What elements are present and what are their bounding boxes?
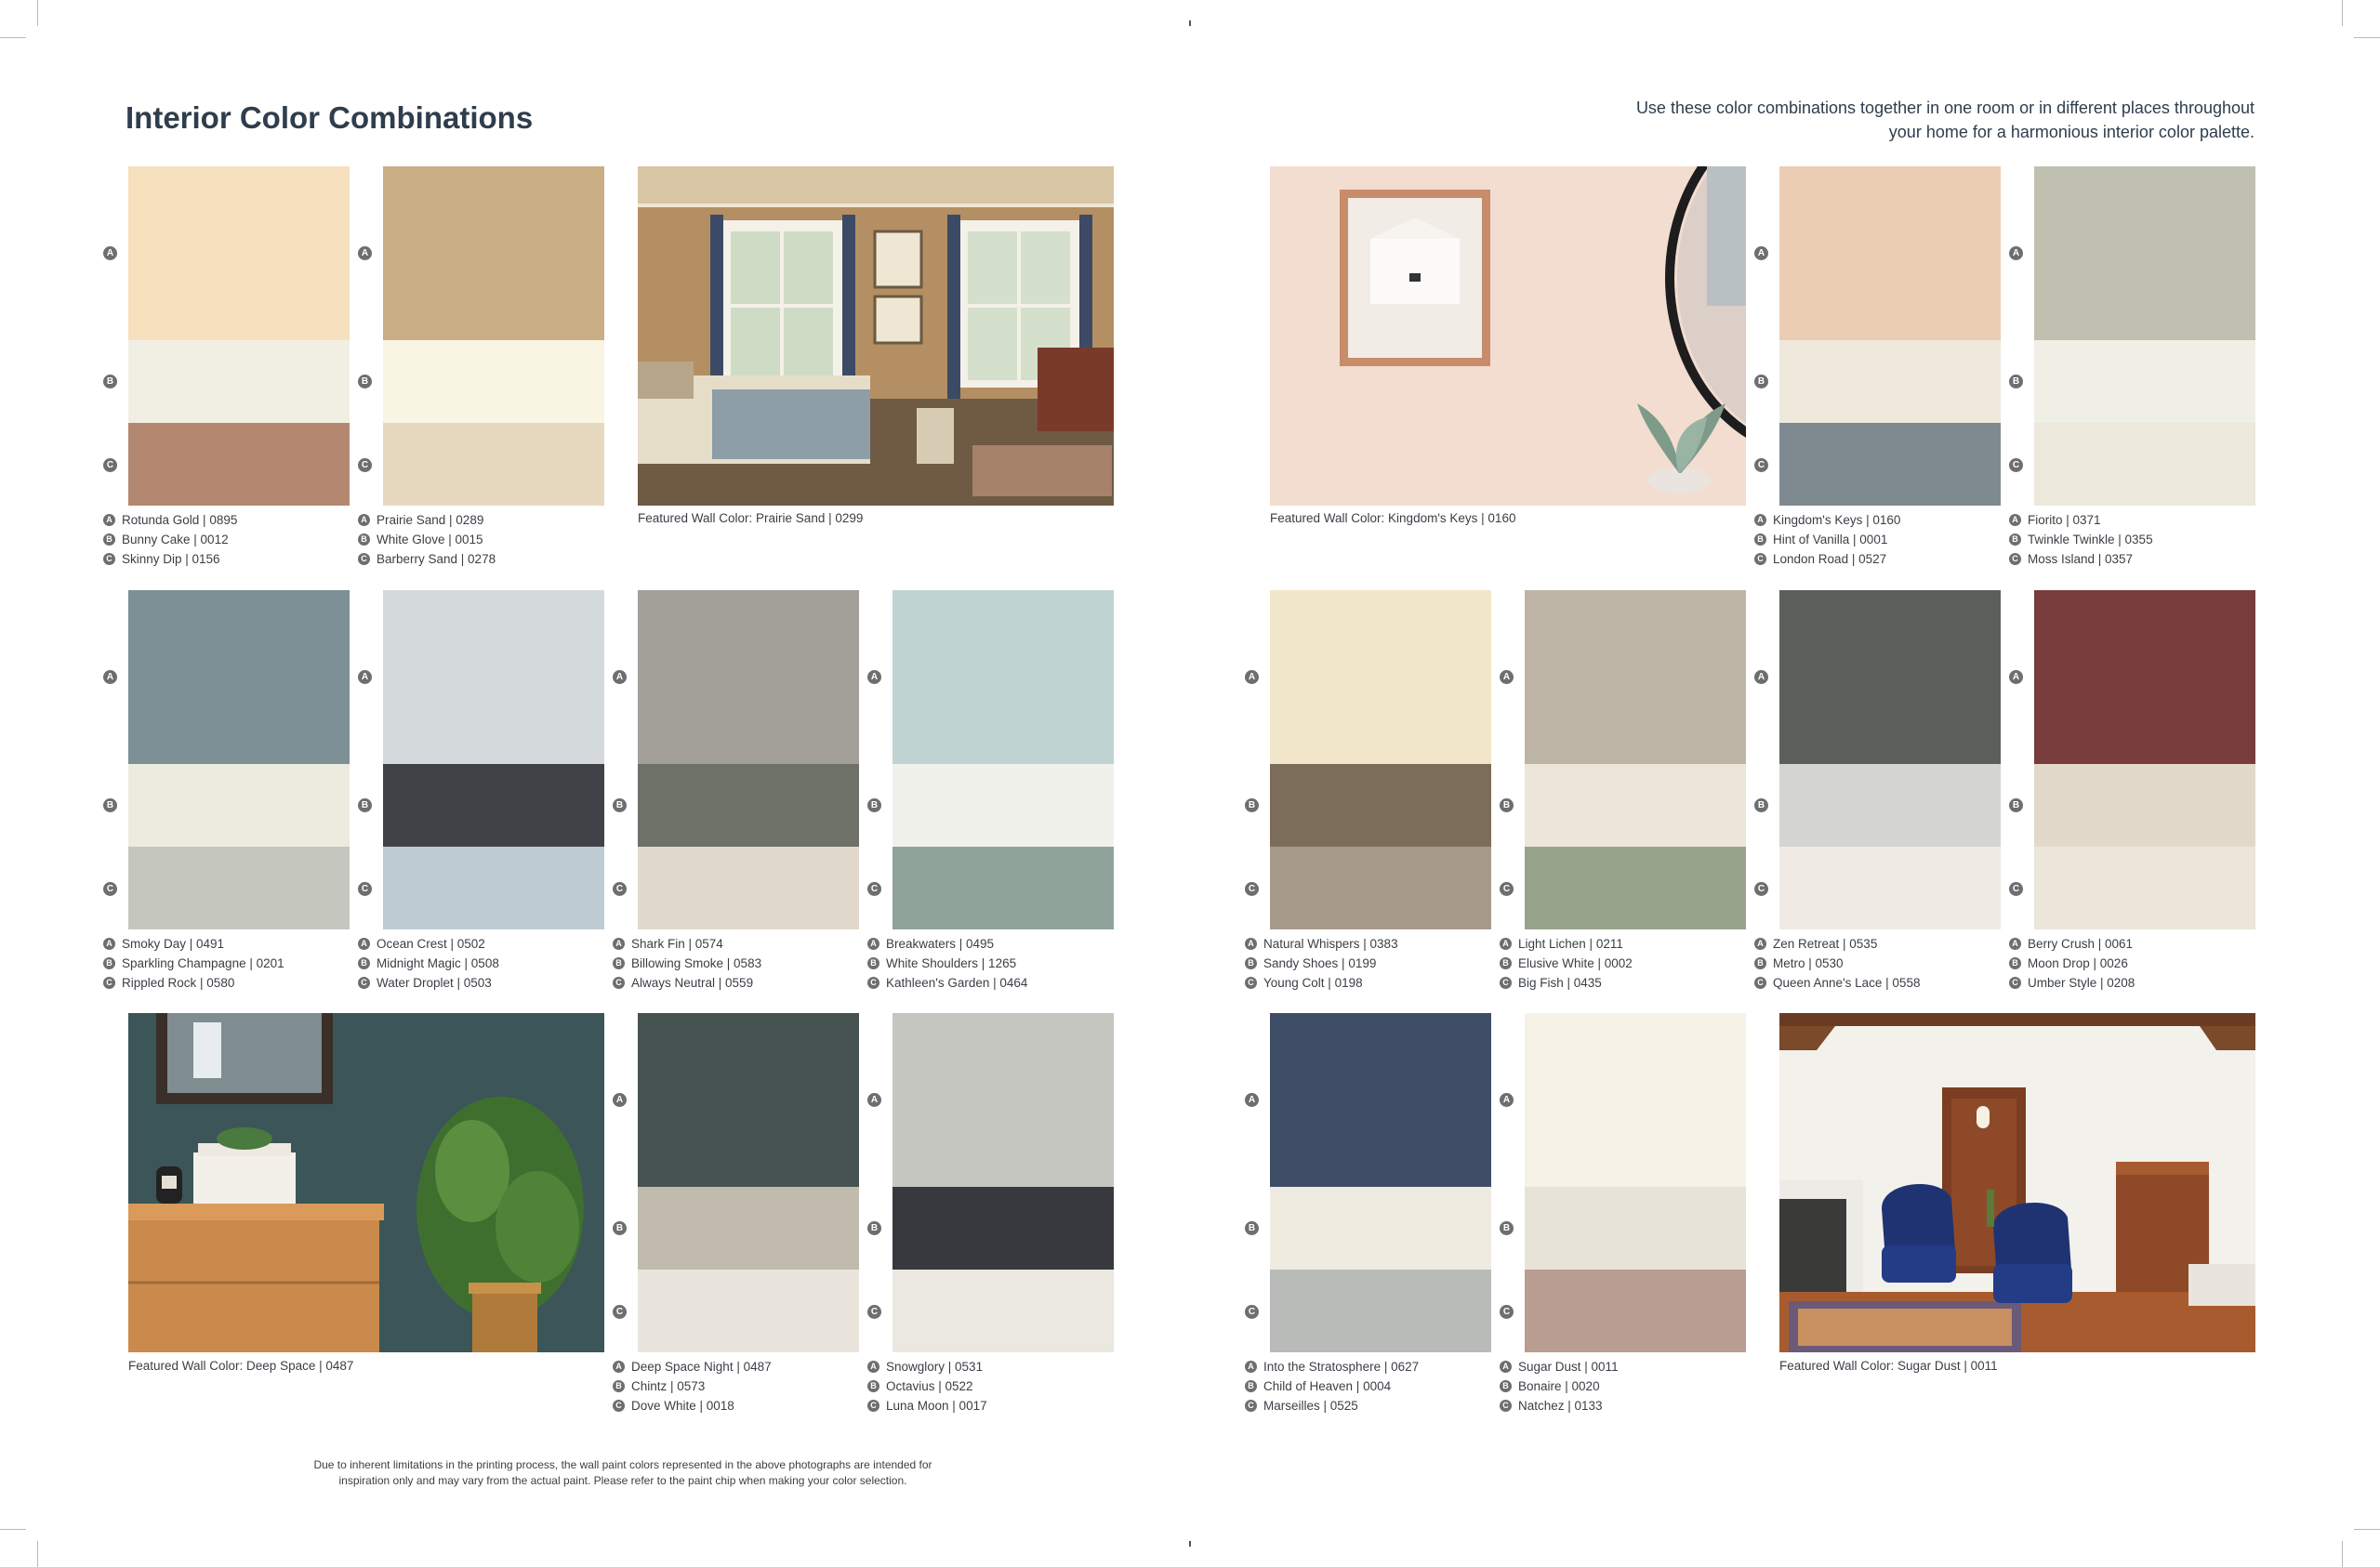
color-swatch xyxy=(128,764,350,847)
color-name: Octavius | 0522 xyxy=(886,1379,973,1393)
swatch-marker: B xyxy=(1245,1380,1257,1392)
color-name-list xyxy=(867,934,1109,993)
swatch-marker: A xyxy=(867,670,881,684)
color-name: Queen Anne's Lace | 0558 xyxy=(1773,976,1921,990)
swatch-marker: C xyxy=(103,553,115,565)
color-swatch xyxy=(128,166,350,340)
palette-card xyxy=(106,590,350,990)
color-name-row xyxy=(1754,530,1996,549)
color-name-row xyxy=(1245,1376,1487,1396)
color-name-row xyxy=(103,973,345,993)
swatch-marker: A xyxy=(1754,514,1766,526)
swatch-marker: B xyxy=(1500,798,1514,812)
color-name: Metro | 0530 xyxy=(1773,956,1844,970)
swatch-marker: C xyxy=(1500,1305,1514,1319)
color-name: Natural Whispers | 0383 xyxy=(1263,937,1398,951)
color-name: Water Droplet | 0503 xyxy=(377,976,492,990)
color-name-row xyxy=(2009,973,2251,993)
color-swatch xyxy=(383,166,604,340)
crop-mark xyxy=(37,0,38,26)
color-name-row xyxy=(613,1396,854,1416)
color-name: Hint of Vanilla | 0001 xyxy=(1773,533,1888,546)
color-name-row xyxy=(358,973,600,993)
color-name: Elusive White | 0002 xyxy=(1518,956,1633,970)
swatch-marker: C xyxy=(867,977,879,989)
color-name-row xyxy=(867,934,1109,954)
swatch-marker: A xyxy=(2009,514,2021,526)
swatch-marker: C xyxy=(1245,977,1257,989)
swatch-marker: C xyxy=(1245,1400,1257,1412)
color-name-row xyxy=(2009,530,2251,549)
swatch-marker: C xyxy=(2009,458,2023,472)
color-name: Smoky Day | 0491 xyxy=(122,937,225,951)
color-name: Breakwaters | 0495 xyxy=(886,937,995,951)
swatch-marker: B xyxy=(358,798,372,812)
swatch-marker: C xyxy=(103,977,115,989)
color-swatch xyxy=(1779,166,2001,340)
color-name: Luna Moon | 0017 xyxy=(886,1399,987,1413)
color-name: Into the Stratosphere | 0627 xyxy=(1263,1360,1420,1374)
swatch-marker: A xyxy=(1500,938,1512,950)
color-name-row xyxy=(867,1396,1109,1416)
color-name-list xyxy=(613,934,854,993)
color-name-list xyxy=(2009,510,2251,569)
swatch-marker: B xyxy=(613,1380,625,1392)
color-name-row xyxy=(1500,1357,1741,1376)
color-swatch xyxy=(892,590,1114,764)
color-name: Sugar Dust | 0011 xyxy=(1518,1360,1619,1374)
palette-card xyxy=(615,590,859,990)
color-name-row xyxy=(1245,1396,1487,1416)
color-name-row xyxy=(867,1376,1109,1396)
color-swatch xyxy=(2034,590,2255,764)
color-name-row xyxy=(1754,549,1996,569)
color-swatch xyxy=(638,1270,859,1352)
swatch-marker: A xyxy=(1754,670,1768,684)
color-swatch xyxy=(638,590,859,764)
color-swatch xyxy=(1779,590,2001,764)
color-swatch xyxy=(383,340,604,423)
swatch-marker: B xyxy=(1500,1221,1514,1235)
color-name: Kingdom's Keys | 0160 xyxy=(1773,513,1901,527)
color-name: London Road | 0527 xyxy=(1773,552,1887,566)
color-name-row xyxy=(103,934,345,954)
swatch-marker: C xyxy=(1754,882,1768,896)
color-swatch xyxy=(1525,1013,1746,1187)
swatch-marker: B xyxy=(1500,957,1512,969)
swatch-marker: C xyxy=(1245,882,1259,896)
color-name: Zen Retreat | 0535 xyxy=(1773,937,1878,951)
swatch-marker: A xyxy=(867,1361,879,1373)
color-name: Natchez | 0133 xyxy=(1518,1399,1603,1413)
color-name-row xyxy=(103,510,345,530)
color-swatch xyxy=(2034,340,2255,423)
crop-mark xyxy=(2342,0,2343,26)
swatch-marker: A xyxy=(613,938,625,950)
color-name-row xyxy=(1500,934,1741,954)
color-name-list xyxy=(358,510,600,569)
intro-text: Use these color combinations together in one room or in different places throughout your home for a harmonious interior color palette. xyxy=(1635,99,2254,141)
living-room-photo-caption: Featured Wall Color: Sugar Dust | 0011 xyxy=(1779,1359,1998,1373)
swatch-marker: C xyxy=(2009,553,2021,565)
swatch-marker: C xyxy=(358,977,370,989)
palette-card xyxy=(361,166,604,566)
color-name-row xyxy=(1754,973,1996,993)
swatch-marker: B xyxy=(2009,375,2023,388)
color-name: Rotunda Gold | 0895 xyxy=(122,513,238,527)
color-name-row xyxy=(358,549,600,569)
color-name: Bonaire | 0020 xyxy=(1518,1379,1600,1393)
color-swatch xyxy=(1779,340,2001,423)
color-name: Ocean Crest | 0502 xyxy=(377,937,485,951)
swatch-marker: A xyxy=(613,1361,625,1373)
color-name-row xyxy=(2009,934,2251,954)
swatch-marker: A xyxy=(103,670,117,684)
color-name-row xyxy=(2009,549,2251,569)
palette-card xyxy=(361,590,604,990)
color-name: Twinkle Twinkle | 0355 xyxy=(2028,533,2153,546)
disclaimer-text: Due to inherent limitations in the printing process, the wall paint colors represented in the above photographs are intended for inspiration only and may vary from the actual paint. Please refer to the paint chip when making your color selection. xyxy=(313,1458,932,1487)
crop-mark xyxy=(37,1541,38,1567)
swatch-marker: B xyxy=(613,957,625,969)
color-name-row xyxy=(358,934,600,954)
color-swatch xyxy=(128,847,350,929)
swatch-marker: C xyxy=(1754,553,1766,565)
swatch-marker: A xyxy=(1500,1093,1514,1107)
swatch-marker: B xyxy=(103,533,115,546)
color-swatch xyxy=(2034,166,2255,340)
swatch-marker: A xyxy=(1245,1093,1259,1107)
swatch-marker: C xyxy=(1500,977,1512,989)
color-name-row xyxy=(1500,973,1741,993)
color-name-row xyxy=(1754,934,1996,954)
palette-card xyxy=(1757,166,2001,566)
color-name-list xyxy=(1245,934,1487,993)
swatch-marker: A xyxy=(2009,670,2023,684)
crop-mark xyxy=(1189,20,1191,26)
framed-art-photo-caption: Featured Wall Color: Kingdom's Keys | 0160 xyxy=(1270,511,1516,525)
swatch-marker: B xyxy=(613,1221,627,1235)
color-swatch xyxy=(383,423,604,506)
color-name-list xyxy=(1754,510,1996,569)
page-title: Interior Color Combinations xyxy=(126,100,534,135)
swatch-marker: C xyxy=(613,882,627,896)
color-name-row xyxy=(2009,954,2251,973)
color-name-row xyxy=(103,954,345,973)
color-name-row xyxy=(867,954,1109,973)
color-name-row xyxy=(613,973,854,993)
color-swatch xyxy=(128,423,350,506)
swatch-marker: B xyxy=(867,798,881,812)
color-name-list xyxy=(613,1357,854,1416)
swatch-marker: A xyxy=(1754,938,1766,950)
color-name-row xyxy=(1500,954,1741,973)
swatch-marker: A xyxy=(358,514,370,526)
color-name-row xyxy=(867,1357,1109,1376)
color-name: Child of Heaven | 0004 xyxy=(1263,1379,1392,1393)
color-name: Prairie Sand | 0289 xyxy=(377,513,484,527)
color-swatch xyxy=(638,1013,859,1187)
swatch-marker: A xyxy=(1245,1361,1257,1373)
swatch-marker: A xyxy=(613,670,627,684)
swatch-marker: B xyxy=(358,957,370,969)
color-swatch xyxy=(892,1187,1114,1270)
swatch-marker: A xyxy=(2009,246,2023,260)
color-swatch xyxy=(1270,1187,1491,1270)
swatch-marker: B xyxy=(2009,798,2023,812)
swatch-marker: B xyxy=(1245,1221,1259,1235)
swatch-marker: B xyxy=(358,375,372,388)
color-swatch xyxy=(383,847,604,929)
palette-card xyxy=(1248,590,1491,990)
swatch-marker: B xyxy=(1754,798,1768,812)
color-name: Midnight Magic | 0508 xyxy=(377,956,499,970)
crop-mark xyxy=(1189,1541,1191,1547)
palette-card xyxy=(1248,1013,1491,1413)
swatch-marker: A xyxy=(1500,1361,1512,1373)
color-name-row xyxy=(103,549,345,569)
color-name: Umber Style | 0208 xyxy=(2028,976,2135,990)
color-name: Marseilles | 0525 xyxy=(1263,1399,1358,1413)
color-name-row xyxy=(867,973,1109,993)
swatch-marker: B xyxy=(103,957,115,969)
color-name-list xyxy=(103,934,345,993)
color-name-list xyxy=(103,510,345,569)
color-swatch xyxy=(1270,847,1491,929)
swatch-marker: A xyxy=(358,670,372,684)
swatch-marker: A xyxy=(358,246,372,260)
color-name: Young Colt | 0198 xyxy=(1263,976,1363,990)
color-name-list xyxy=(867,1357,1109,1416)
color-name-row xyxy=(358,954,600,973)
color-name-row xyxy=(613,934,854,954)
swatch-marker: B xyxy=(867,1380,879,1392)
color-name: Fiorito | 0371 xyxy=(2028,513,2101,527)
swatch-marker: C xyxy=(867,1400,879,1412)
palette-card xyxy=(1502,1013,1746,1413)
color-swatch xyxy=(2034,423,2255,506)
swatch-marker: C xyxy=(358,458,372,472)
swatch-marker: C xyxy=(1754,458,1768,472)
crop-mark xyxy=(0,37,26,38)
color-name: White Shoulders | 1265 xyxy=(886,956,1017,970)
color-name-list xyxy=(1500,1357,1741,1416)
color-name-row xyxy=(1245,1357,1487,1376)
color-name-row xyxy=(613,954,854,973)
color-swatch xyxy=(2034,764,2255,847)
swatch-marker: A xyxy=(1754,246,1768,260)
palette-card xyxy=(870,1013,1114,1413)
color-swatch xyxy=(383,764,604,847)
color-swatch xyxy=(1525,847,1746,929)
bedroom-photo xyxy=(638,166,1114,506)
color-swatch xyxy=(128,340,350,423)
crop-mark xyxy=(2354,1529,2380,1530)
color-name-row xyxy=(1245,954,1487,973)
color-name-list xyxy=(1500,934,1741,993)
deep-space-photo xyxy=(128,1013,604,1352)
swatch-marker: A xyxy=(1245,938,1257,950)
color-name: Sparkling Champagne | 0201 xyxy=(122,956,284,970)
color-name: Light Lichen | 0211 xyxy=(1518,937,1623,951)
color-name: Skinny Dip | 0156 xyxy=(122,552,220,566)
color-name-row xyxy=(103,530,345,549)
swatch-marker: A xyxy=(613,1093,627,1107)
palette-card xyxy=(1502,590,1746,990)
color-name: Moss Island | 0357 xyxy=(2028,552,2134,566)
color-name: Sandy Shoes | 0199 xyxy=(1263,956,1377,970)
color-swatch xyxy=(638,764,859,847)
color-name-row xyxy=(358,530,600,549)
swatch-marker: A xyxy=(2009,938,2021,950)
color-name-list xyxy=(1245,1357,1487,1416)
color-name: White Glove | 0015 xyxy=(377,533,483,546)
swatch-marker: C xyxy=(103,882,117,896)
swatch-marker: C xyxy=(613,977,625,989)
color-swatch xyxy=(1525,764,1746,847)
color-name: Shark Fin | 0574 xyxy=(631,937,723,951)
swatch-marker: B xyxy=(103,798,117,812)
swatch-marker: B xyxy=(1754,957,1766,969)
color-name: Kathleen's Garden | 0464 xyxy=(886,976,1028,990)
swatch-marker: C xyxy=(613,1400,625,1412)
color-name: Dove White | 0018 xyxy=(631,1399,734,1413)
swatch-marker: B xyxy=(1754,533,1766,546)
swatch-marker: B xyxy=(103,375,117,388)
color-name: Billowing Smoke | 0583 xyxy=(631,956,762,970)
swatch-marker: B xyxy=(1754,375,1768,388)
palette-card xyxy=(2012,166,2255,566)
swatch-marker: B xyxy=(1500,1380,1512,1392)
palette-card xyxy=(2012,590,2255,990)
swatch-marker: C xyxy=(613,1305,627,1319)
color-name-list xyxy=(2009,934,2251,993)
swatch-marker: C xyxy=(1754,977,1766,989)
color-name-row xyxy=(2009,510,2251,530)
swatch-marker: C xyxy=(358,553,370,565)
color-name-row xyxy=(613,1357,854,1376)
color-swatch xyxy=(1270,1270,1491,1352)
color-swatch xyxy=(1270,764,1491,847)
color-name: Always Neutral | 0559 xyxy=(631,976,754,990)
color-name-row xyxy=(613,1376,854,1396)
color-swatch xyxy=(892,1270,1114,1352)
color-name: Bunny Cake | 0012 xyxy=(122,533,229,546)
framed-art-photo xyxy=(1270,166,1746,506)
color-swatch xyxy=(892,764,1114,847)
swatch-marker: C xyxy=(867,1305,881,1319)
color-name: Big Fish | 0435 xyxy=(1518,976,1602,990)
color-name: Berry Crush | 0061 xyxy=(2028,937,2134,951)
swatch-marker: C xyxy=(867,882,881,896)
swatch-marker: B xyxy=(2009,957,2021,969)
deep-space-photo-caption: Featured Wall Color: Deep Space | 0487 xyxy=(128,1359,354,1373)
color-name-row xyxy=(358,510,600,530)
color-swatch xyxy=(1525,1187,1746,1270)
swatch-marker: A xyxy=(867,938,879,950)
color-swatch xyxy=(1779,423,2001,506)
swatch-marker: C xyxy=(358,882,372,896)
color-swatch xyxy=(1270,590,1491,764)
swatch-marker: C xyxy=(103,458,117,472)
color-name-row xyxy=(1500,1396,1741,1416)
color-swatch xyxy=(128,590,350,764)
swatch-marker: A xyxy=(358,938,370,950)
color-name: Rippled Rock | 0580 xyxy=(122,976,235,990)
color-name: Chintz | 0573 xyxy=(631,1379,706,1393)
color-swatch xyxy=(638,1187,859,1270)
swatch-marker: C xyxy=(2009,882,2023,896)
color-swatch xyxy=(383,590,604,764)
color-swatch xyxy=(892,847,1114,929)
crop-mark xyxy=(2354,37,2380,38)
crop-mark xyxy=(0,1529,26,1530)
color-swatch xyxy=(1525,1270,1746,1352)
color-name-row xyxy=(1245,934,1487,954)
swatch-marker: B xyxy=(358,533,370,546)
bedroom-photo-caption: Featured Wall Color: Prairie Sand | 0299 xyxy=(638,511,864,525)
color-name: Barberry Sand | 0278 xyxy=(377,552,496,566)
swatch-marker: B xyxy=(1245,957,1257,969)
crop-mark xyxy=(2342,1541,2343,1567)
swatch-marker: A xyxy=(103,938,115,950)
color-name-row xyxy=(1245,973,1487,993)
swatch-marker: C xyxy=(1245,1305,1259,1319)
color-swatch xyxy=(1779,847,2001,929)
swatch-marker: C xyxy=(1500,1400,1512,1412)
color-swatch xyxy=(2034,847,2255,929)
swatch-marker: A xyxy=(103,514,115,526)
color-name-row xyxy=(1754,510,1996,530)
palette-card xyxy=(870,590,1114,990)
swatch-marker: B xyxy=(867,957,879,969)
color-name-list xyxy=(1754,934,1996,993)
swatch-marker: B xyxy=(613,798,627,812)
palette-card xyxy=(615,1013,859,1413)
palette-card xyxy=(106,166,350,566)
swatch-marker: C xyxy=(1500,882,1514,896)
color-name: Deep Space Night | 0487 xyxy=(631,1360,772,1374)
color-name-list xyxy=(358,934,600,993)
color-swatch xyxy=(1270,1013,1491,1187)
swatch-marker: C xyxy=(2009,977,2021,989)
color-swatch xyxy=(638,847,859,929)
color-swatch xyxy=(892,1013,1114,1187)
swatch-marker: B xyxy=(1245,798,1259,812)
palette-card xyxy=(1757,590,2001,990)
swatch-marker: B xyxy=(2009,533,2021,546)
swatch-marker: A xyxy=(1245,670,1259,684)
color-swatch xyxy=(1525,590,1746,764)
color-swatch xyxy=(1779,764,2001,847)
color-name: Moon Drop | 0026 xyxy=(2028,956,2128,970)
swatch-marker: A xyxy=(103,246,117,260)
color-name-row xyxy=(1754,954,1996,973)
swatch-marker: B xyxy=(867,1221,881,1235)
living-room-photo xyxy=(1779,1013,2255,1352)
color-name-row xyxy=(1500,1376,1741,1396)
swatch-marker: A xyxy=(1500,670,1514,684)
swatch-marker: A xyxy=(867,1093,881,1107)
color-name: Snowglory | 0531 xyxy=(886,1360,984,1374)
